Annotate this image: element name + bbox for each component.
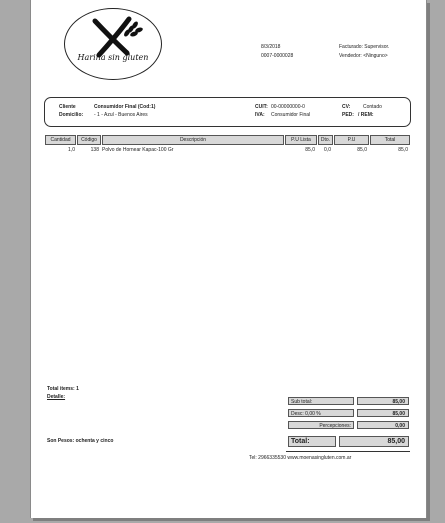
footer-divider [286,451,410,452]
percepciones-value: 0,00 [357,421,409,429]
cv-value: Contado [363,104,382,110]
logo-text: Harina sin gluten [77,53,149,62]
iva-label: IVA: [255,112,265,118]
col-header-descripcion: Descripción [102,135,284,145]
col-header-pu: P.U [334,135,369,145]
son-pesos: Son Pesos: ochenta y cinco [47,438,114,444]
col-header-dto: Dto. [318,135,333,145]
footer-contact: Tel: 2966335530 www.moenasingluten.com.ar [249,455,352,461]
rem-label: / REM: [358,112,374,118]
col-header-codigo: Código [77,135,101,145]
cell-cantidad: 1,0 [68,147,75,153]
cell-total: 85,0 [398,147,408,153]
facturado-value: Supervisor. [364,44,390,50]
subtotal-label: Sub total: [288,397,354,405]
subtotal-value: 85,00 [357,397,409,405]
col-header-cantidad: Cantidad [45,135,76,145]
total-label: Total: [288,436,336,447]
facturado-label: Facturado: [339,44,363,50]
facturado-field [339,44,389,50]
ped-label: PED: [342,112,354,118]
client-box [44,97,411,127]
total-value: 85,00 [339,436,409,447]
vendedor-field [339,53,388,59]
col-header-pu-lista: P.U Lista [285,135,317,145]
cuit-label: CUIT: [255,104,268,110]
invoice-date: 8/3/2018 [261,44,281,50]
total-items: Total items: 1 [47,386,79,392]
percepciones-label: Percepciones: [288,421,354,429]
cv-label: CV: [342,104,351,110]
domicilio-label: Domicilio: [59,112,84,118]
col-header-total: Total [370,135,410,145]
descuento-label: Desc: 0,00 % [288,409,354,417]
cliente-value: Consumidor Final (Cod:1) [94,104,156,110]
cliente-label: Cliente [59,104,76,110]
cell-pu: 85,0 [357,147,367,153]
cell-pu-lista: 85,0 [305,147,315,153]
cell-codigo: 138 [90,147,99,153]
cell-dto: 0,0 [324,147,331,153]
domicilio-value: - 1 - Azul - Buenos Aires [94,112,148,118]
descuento-value: 85,00 [357,409,409,417]
cuit-value: 00-00000000-0 [271,104,305,110]
wheat-x-logo-icon [65,9,161,79]
cell-descripcion: Polvo de Hornear Kapac-100 Gr [102,147,174,153]
vendedor-value: <Ninguno> [363,53,388,59]
detalle-label: Detalle: [47,394,66,400]
vendedor-label: Vendedor: [339,53,362,59]
iva-value: Consumidor Final [271,112,311,118]
invoice-page [30,0,427,518]
brand-logo [64,8,162,80]
invoice-number: 0007-0000028 [261,53,294,59]
